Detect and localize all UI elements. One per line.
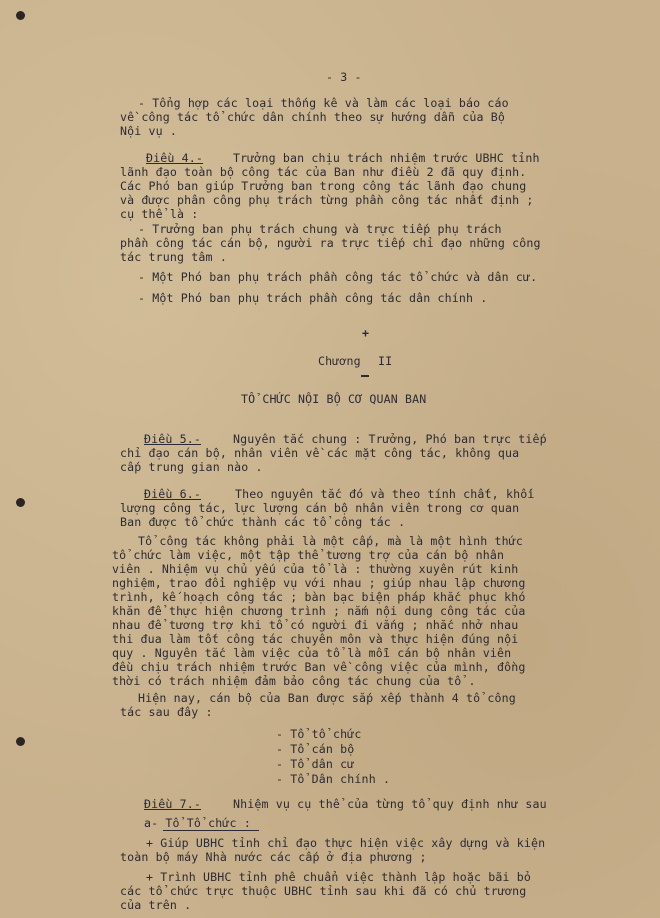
chapter-title: TỔ CHỨC NỘI BỘ CƠ QUAN BAN [241,392,427,406]
section-a-heading: a- Tổ Tổ chức : [144,816,251,830]
article-4-item: - Trưởng ban phụ trách chung và trực tiếp phụ trách [138,222,502,236]
article-6-para: thời có trách nhiệm đảm bảo công tác chung của tổ . [112,674,476,688]
article-6-para: trình, kế hoạch công tác ; bàn bạc biện pháp khắc phục khó [112,590,526,604]
article-6-label: Điều 6.- [144,487,202,501]
article-6-para: nhau để tương trợ khi tổ có người đi vắng ; nhắc nhở nhau [112,618,519,632]
article-6-para: Tổ công tác không phải là một cấp, mà là một hình thức [138,534,524,548]
article-4-line: và được phân công phụ trách từng phần công tác nhất định ; [120,193,534,207]
chapter-dash [361,375,369,377]
article-5-line: Nguyên tắc chung : Trưởng, Phó ban trực tiếp [233,432,547,446]
article-5-label: Điều 5.- [144,432,202,446]
intro-line: về công tác tổ chức dân chính theo sự hướng dẫn của Bộ [120,110,506,124]
group-item: - Tổ cán bộ [276,742,355,756]
article-4-item: tác trung tâm . [120,250,227,264]
punch-hole [16,11,25,20]
chapter-label: Chương [318,354,361,368]
article-6-para: tổ chức làm việc, một tập thể tương trợ của cán bộ nhân [112,548,505,562]
section-a-underline [163,830,259,831]
article-6-para: nghiệm, trao đổi nghiệp vụ với nhau ; giúp nhau lập chương [112,576,526,590]
article-4-item: phần công tác cán bộ, người ra trực tiếp chỉ đạo những công [120,236,541,250]
article-4-line: lãnh đạo toàn bộ công tác của Ban như điều 2 đã quy định. [120,165,527,179]
article-4-label: Điều 4.- [146,151,204,165]
article-5-line: cấp trung gian nào . [120,460,263,474]
article-4-line: Các Phó ban giúp Trưởng ban trong công tác lãnh đạo chung [120,179,527,193]
group-item: - Tổ tổ chức [276,727,362,741]
article-7-item: các tổ chức trực thuộc UBHC tỉnh sau khi đã có chủ trương [120,884,527,898]
intro-line: - Tổng hợp các loại thống kê và làm các loại báo cáo [138,96,509,110]
chapter-number: II [378,354,393,368]
article-6-line: Theo nguyên tắc đó và theo tính chất, khối [235,487,535,501]
intro-line: Nội vụ . [120,124,178,138]
article-4-item: - Một Phó ban phụ trách phần công tác dân chính . [138,291,488,305]
article-5-line: chỉ đạo cán bộ, nhân viên về các mặt công tác, không qua [120,446,520,460]
group-item: - Tổ Dân chính . [276,772,391,786]
article-6-para: viên . Nhiệm vụ chủ yếu của tổ là : thường xuyên rút kinh [112,562,519,576]
article-7-item: + Trình UBHC tỉnh phê chuẩn việc thành lập hoặc bãi bỏ [146,870,532,884]
article-7-item: của trên . [120,898,192,912]
article-6-current: Hiện nay, cán bộ của Ban được sắp xếp thành 4 tổ công [138,691,516,705]
chapter-plus: + [362,326,370,340]
article-6-line: lượng công tác, lực lượng cán bộ nhân viên trong cơ quan [120,501,520,515]
article-4-line: Trưởng ban chịu trách nhiệm trước UBHC tỉnh [233,151,540,165]
article-7-item: toàn bộ máy Nhà nước các cấp ở địa phương ; [120,850,427,864]
group-item: - Tổ dân cư [276,757,355,771]
article-7-item: + Giúp UBHC tỉnh chỉ đạo thực hiện việc xây dựng và kiện [146,836,546,850]
article-6-para: đều chịu trách nhiệm trước Ban về công việc của mình, đồng [112,660,526,674]
article-6-para: quy . Nguyên tắc làm việc của tổ là mỗi cán bộ nhân viên [112,646,512,660]
article-4-line: cụ thể là : [120,207,199,221]
article-7-text: Nhiệm vụ cụ thể của từng tổ quy định như sau [233,797,547,811]
article-7-label: Điều 7.- [144,797,202,811]
page-number: - 3 - [326,70,362,84]
article-4-item: - Một Phó ban phụ trách phần công tác tổ chức và dân cư. [138,270,538,284]
article-6-current: tác sau đây : [120,705,213,719]
article-6-para: thi đua làm tốt công tác chuyên môn và thực hiện đúng nội [112,632,519,646]
punch-hole [16,498,25,507]
punch-hole [16,737,25,746]
article-6-para: khăn để thực hiện chương trình ; nắm nội dung công tác của [112,604,526,618]
article-6-line: Ban được tổ chức thành các tổ công tác . [120,515,406,529]
